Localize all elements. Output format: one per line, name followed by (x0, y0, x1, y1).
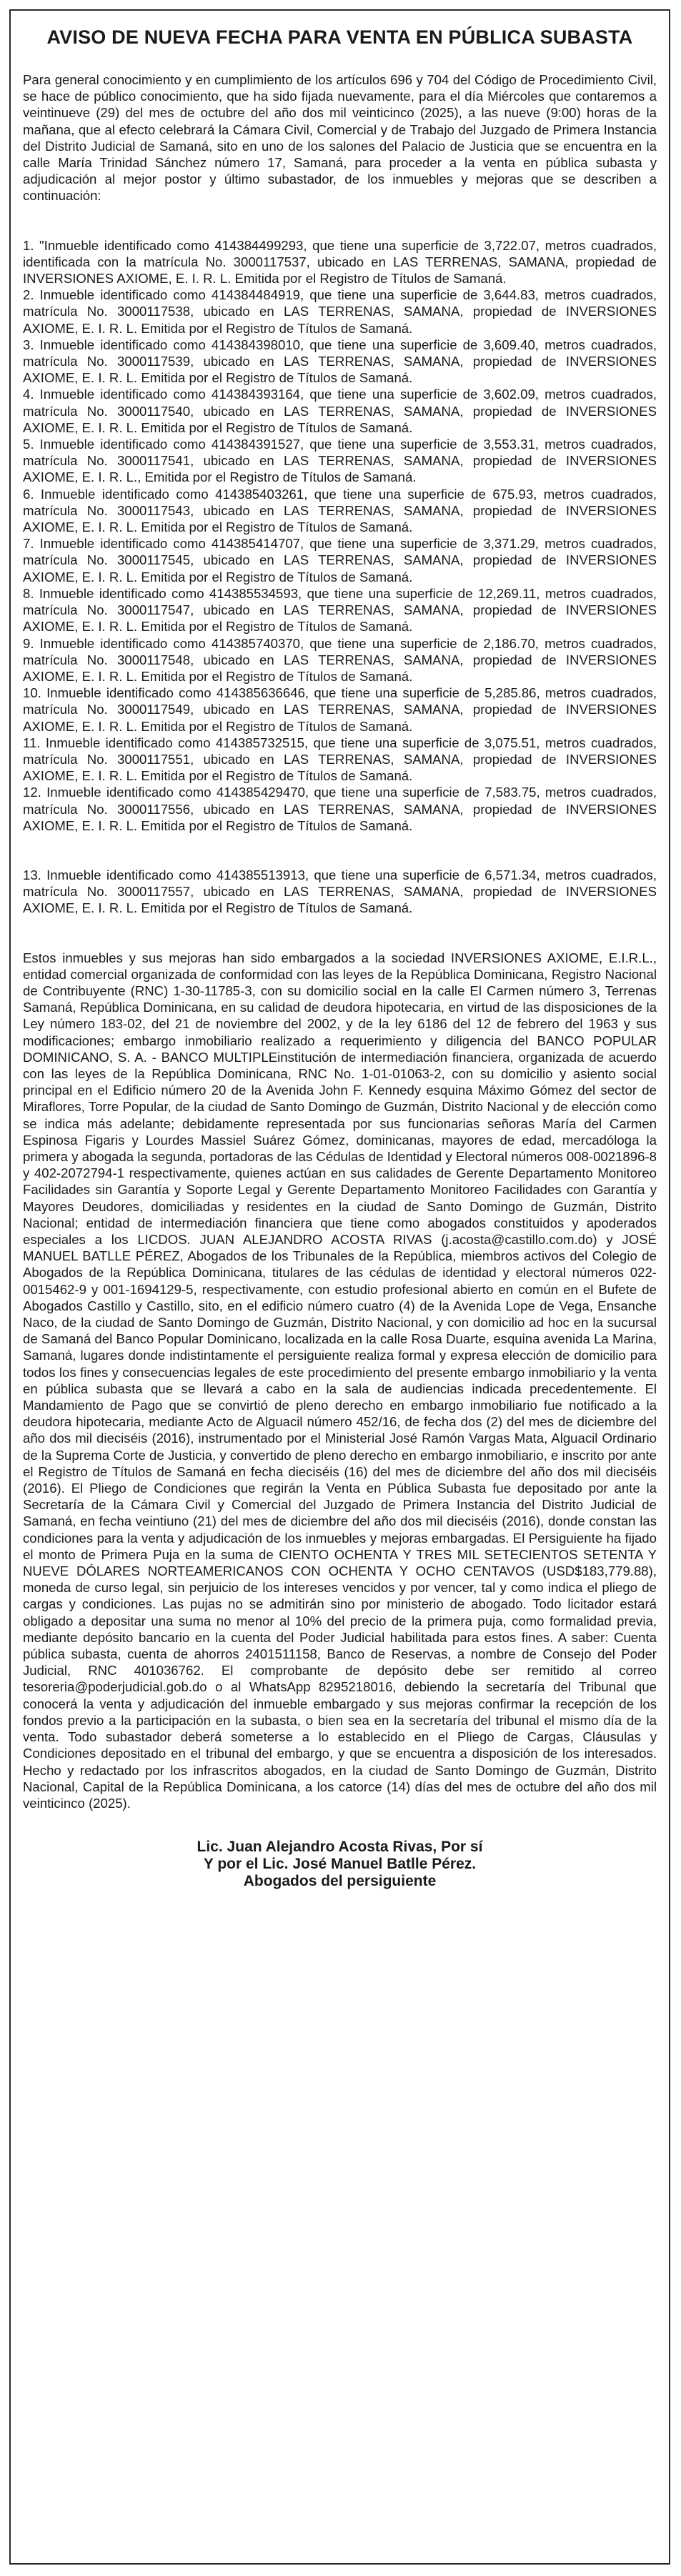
property-item: 12. Inmueble identificado como 414385429470, que tiene una superficie de 7,583.75, metros cuadrados, matrícula No. 3000117556, ubicado en LAS TERRENAS, SAMANA, propiedad de INVERSIONES AXIOME, E. I. R. L. Emitida por el Registro de Títulos de Samaná. (23, 785, 657, 833)
property-item: 6. Inmueble identificado como 414385403261, que tiene una superficie de 675.93, metros cuadrados, matrícula No. 3000117543, ubicado en LAS TERRENAS, SAMANA, propiedad de INVERSIONES AXIOME, E. I. R. L. Emitida por el Registro de Títulos de Samaná. (23, 486, 657, 535)
property-item: 13. Inmueble identificado como 414385513913, que tiene una superficie de 6,571.34, metros cuadrados, matrícula No. 3000117557, ubicado en LAS TERRENAS, SAMANA, propiedad de INVERSIONES AXIOME, E. I. R. L. Emitida por el Registro de Títulos de Samaná. (23, 867, 657, 916)
intro-paragraph: Para general conocimiento y en cumplimiento de los artículos 696 y 704 del Código de Procedimiento Civil, se hace de público conocimiento, que ha sido fijada nuevamente, para el día Miércoles que contaremos a veintinueve (29) del mes de octubre del año dos mil veinticinco (2025), a las nueve (9:00) horas de la mañana, que al efecto celebrará la Cámara Civil, Comercial y de Trabajo del Juzgado de Primera Instancia del Distrito Judicial de Samaná, sito en uno de los salones del Palacio de Justicia que se encuentra en la calle María Trinidad Sánchez número 17, Samaná, para proceder a la venta en pública subasta y adjudicación al mejor postor y último subastador, de los inmuebles y mejoras que se describen a continuación: (23, 72, 657, 204)
closing-paragraph: Estos inmuebles y sus mejoras han sido embargados a la sociedad INVERSIONES AXIOME, E.I.R.L., entidad comercial organizada de conformidad con las leyes de la República Dominicana, Registro Nacional de Contribuyente (RNC) 1-30-11785-3, con su domicilio social en la calle El Carmen número 3, Terrenas Samaná, República Dominicana, en su calidad de deudora hipotecaria, en virtud de las disposiciones de la Ley número 183-02, del 21 de noviembre del 2002, y de la ley 6186 del 12 de febrero del 1963 y sus modificaciones; embargo inmobiliario realizado a requerimiento y diligencia del BANCO POPULAR DOMINICANO, S. A. - BANCO MULTIPLEinstitución de intermediación financiera, organizada de acuerdo con las leyes de la República Dominicana, RNC No. 1-01-01063-2, con su domicilio y asiento social principal en el Edificio número 20 de la Avenida John F. Kennedy esquina Máximo Gómez del sector de Miraflores, Torre Popular, de la ciudad de Santo Domingo de Guzmán, Distrito Nacional y de elección como se indica más adelante; debidamente representada por sus funcionarias señoras María del Carmen Espinosa Figaris y Lourdes Massiel Suárez Gómez, dominicanas, mayores de edad, mercadóloga la primera y abogada la segunda, portadoras de las Cédulas de Identidad y Electoral números 008-0021896-8 y 402-2072794-1 respectivamente, quienes actúan en sus calidades de Gerente Departamento Monitoreo Facilidades sin Garantía y Soporte Legal y Gerente Departamento Monitoreo Facilidades con Garantía y Mayores Deudores, domiciliadas y residentes en la ciudad de Santo Domingo de Guzmán, Distrito Nacional; entidad de intermediación financiera que tiene como abogados constituidos y apoderados especiales a los LICDOS. JUAN ALEJANDRO ACOSTA RIVAS (j.acosta@castillo.com.do) y JOSÉ MANUEL BATLLE PÉREZ, Abogados de los Tribunales de la República, miembros activos del Colegio de Abogados de la República Dominicana, titulares de las cédulas de identidad y electoral números 022-0015462-9 y 001-1694129-5, respectivamente, con estudio profesional abierto en común en el Bufete de Abogados Castillo y Castillo, sito, en el edificio número cuatro (4) de la Avenida Lope de Vega, Ensanche Naco, de la ciudad de Santo Domingo de Guzmán, Distrito Nacional, y con domicilio ad hoc en la sucursal de Samaná del Banco Popular Dominicano, localizada en la calle Rosa Duarte, esquina avenida La Marina, Samaná, lugares donde indistintamente el persiguiente realiza formal y expresa elección de domicilio para todos los fines y consecuencias legales de este procedimiento del presente embargo inmobiliario y la venta en pública subasta que se llevará a cabo en la sala de audiencias indicada precedentemente. El Mandamiento de Pago que se convirtió de pleno derecho en embargo inmobiliario fue notificado a la deudora hipotecaria, mediante Acto de Alguacil número 452/16, de fecha dos (2) del mes de diciembre del año dos mil dieciséis (2016), instrumentado por el Ministerial José Ramón Vargas Mata, Alguacil Ordinario de la Suprema Corte de Justicia, y convertido de pleno derecho en embargo inmobiliario, e inscrito por ante el Registro de Títulos de Samaná en fecha dieciséis (16) del mes de diciembre del año dos mil dieciséis (2016). El Pliego de Condiciones que regirán la Venta en Pública Subasta fue depositado por ante la Secretaría de la Cámara Civil y Comercial del Juzgado de Primera Instancia del Distrito Judicial de Samaná, en fecha veintiuno (21) del mes de diciembre del año dos mil dieciséis (2016), donde constan las condiciones para la venta y adjudicación de los inmuebles y mejoras embargadas. El Persiguiente ha fijado el monto de Primera Puja en la suma de CIENTO OCHENTA Y TRES MIL SETECIENTOS SETENTA Y NUEVE DÓLARES NORTEAMERICANOS CON OCHENTA Y OCHO CENTAVOS (USD$183,779.88), moneda de curso legal, sin perjuicio de los intereses vencidos y por vencer, tal y como indica el pliego de cargas y condiciones. Las pujas no se admitirán sino por ministerio de abogado. Todo licitador estará obligado a depositar una suma no menor al 10% del precio de la primera puja, como formalidad previa, mediante depósito bancario en la cuenta del Poder Judicial habilitada para estos fines. A saber: Cuenta pública subasta, cuenta de ahorros 2401511158, Banco de Reservas, a nombre de Consejo del Poder Judicial, RNC 401036762. El comprobante de depósito debe ser remitido al correo tesoreria@poderjudicial.gob.do o al WhatsApp 8295218016, debiendo la secretaría del Tribunal que conocerá la venta y adjudicación del inmueble embargado y sus mejoras confirmar la recepción de los fondos previo a la participación en la subasta, o bien sea en la secretaría del tribunal el mismo día de la venta. Todo subastador deberá someterse a lo establecido en el Pliego de Cargas, Cláusulas y Condiciones depositado en el tribunal del embargo, y que se encuentra a disposición de los interesados. Hecho y redactado por los infrascritos abogados, en la ciudad de Santo Domingo de Guzmán, Distrito Nacional, Capital de la República Dominicana, a los catorce (14) días del mes de octubre del año dos mil veinticinco (2025). (23, 950, 657, 1811)
property-item: 8. Inmueble identificado como 414385534593, que tiene una superficie de 12,269.11, metros cuadrados, matrícula No. 3000117547, ubicado en LAS TERRENAS, SAMANA, propiedad de INVERSIONES AXIOME, E. I. R. L. Emitida por el Registro de Títulos de Samaná. (23, 585, 657, 635)
signature-block (23, 1839, 657, 1890)
property-item: 9. Inmueble identificado como 414385740370, que tiene una superficie de 2,186.70, metros cuadrados, matrícula No. 3000117548, ubicado en LAS TERRENAS, SAMANA, propiedad de INVERSIONES AXIOME, E. I. R. L. Emitida por el Registro de Títulos de Samaná. (23, 635, 657, 684)
property-item: 1. "Inmueble identificado como 414384499293, que tiene una superficie de 3,722.07, metros cuadrados, identificada con la matrícula No. 3000117537, ubicado en LAS TERRENAS, SAMANA, propiedad de INVERSIONES AXIOME, E. I. R. L. Emitida por el Registro de Títulos de Samaná. (23, 237, 657, 287)
property-item: 2. Inmueble identificado como 414384484919, que tiene una superficie de 3,644.83, metros cuadrados, matrícula No. 3000117538, ubicado en LAS TERRENAS, SAMANA, propiedad de INVERSIONES AXIOME, E. I. R. L. Emitida por el Registro de Títulos de Samaná. (23, 287, 657, 336)
legal-notice (9, 9, 670, 2565)
property-item: 7. Inmueble identificado como 414385414707, que tiene una superficie de 3,371.29, metros cuadrados, matrícula No. 3000117545, ubicado en LAS TERRENAS, SAMANA, propiedad de INVERSIONES AXIOME, E. I. R. L. Emitida por el Registro de Títulos de Samaná. (23, 536, 657, 585)
signature-line: Abogados del persiguiente (243, 1873, 437, 1890)
property-item: 10. Inmueble identificado como 414385636646, que tiene una superficie de 5,285.86, metros cuadrados, matrícula No. 3000117549, ubicado en LAS TERRENAS, SAMANA, propiedad de INVERSIONES AXIOME, E. I. R. L. Emitida por el Registro de Títulos de Samaná. (23, 685, 657, 734)
property-item: 5. Inmueble identificado como 414384391527, que tiene una superficie de 3,553.31, metros cuadrados, matrícula No. 3000117541, ubicado en LAS TERRENAS, SAMANA, propiedad de INVERSIONES AXIOME, E. I. R. L., Emitida por el Registro de Títulos de Samaná. (23, 437, 657, 485)
property-item: 3. Inmueble identificado como 414384398010, que tiene una superficie de 3,609.40, metros cuadrados, matrícula No. 3000117539, ubicado en LAS TERRENAS, SAMANA, propiedad de INVERSIONES AXIOME, E. I. R. L. Emitida por el Registro de Títulos de Samaná. (23, 337, 657, 386)
property-list (23, 237, 657, 917)
notice-title: AVISO DE NUEVA FECHA PARA VENTA EN PÚBLICA SUBASTA (46, 26, 633, 48)
signature-line: Y por el Lic. José Manuel Batlle Pérez. (203, 1856, 477, 1873)
property-item: 11. Inmueble identificado como 414385732515, que tiene una superficie de 3,075.51, metros cuadrados, matrícula No. 3000117551, ubicado en LAS TERRENAS, SAMANA, propiedad de INVERSIONES AXIOME, E. I. R. L. Emitida por el Registro de Títulos de Samaná. (23, 735, 657, 784)
property-item: 4. Inmueble identificado como 414384393164, que tiene una superficie de 3,602.09, metros cuadrados, matrícula No. 3000117540, ubicado en LAS TERRENAS, SAMANA, propiedad de INVERSIONES AXIOME, E. I. R. L. Emitida por el Registro de Títulos de Samaná. (23, 387, 657, 435)
signature-line: Lic. Juan Alejandro Acosta Rivas, Por sí (197, 1839, 483, 1856)
